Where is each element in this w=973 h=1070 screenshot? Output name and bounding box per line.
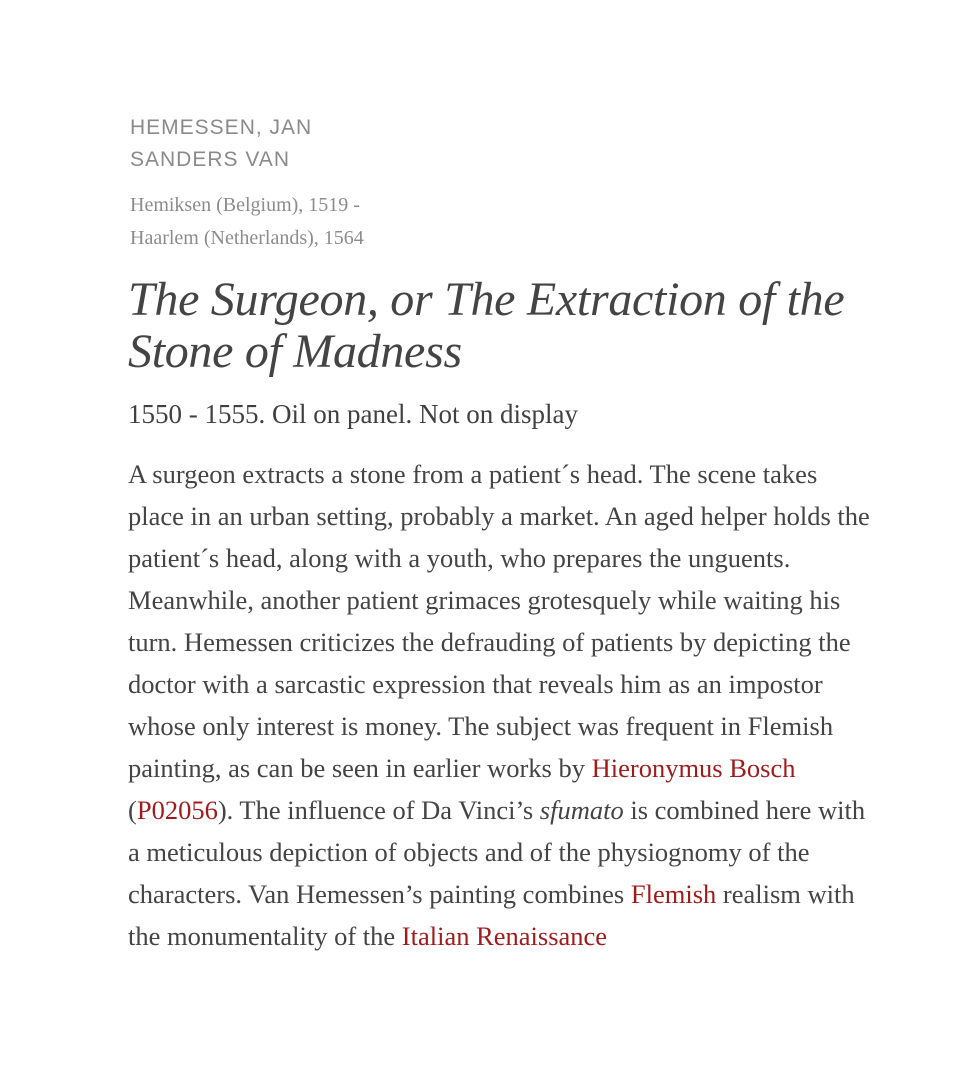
sfumato-term: sfumato [539, 795, 624, 825]
description-text: realism with the monumentality of the [128, 879, 855, 951]
author-name-link[interactable]: HEMESSEN, JAN SANDERS VAN [130, 116, 313, 171]
author-bio: Hemiksen (Belgium), 1519 - Haarlem (Netherlands), 1564 [130, 194, 364, 249]
hieronymus-bosch-link[interactable]: Hieronymus Bosch [591, 753, 796, 783]
artwork-meta: 1550 - 1555. Oil on panel. Not on display [128, 399, 578, 429]
catalog-number-link[interactable]: P02056 [136, 795, 218, 825]
description-text: ( [128, 795, 137, 825]
description-text: ). The influence of Da Vinci’s [217, 795, 540, 825]
artwork-card [128, 112, 873, 957]
description-text: A surgeon extracts a stone from a patient´s head. The scene takes place in an urban setting, probably a market. An aged helper holds the patient´s head, along with a youth, who prepares the unguents. Meanwhile, another patient grimaces grotesquely while waiting his turn. Hemessen criticizes the defrauding of patients by depicting the doctor with a sarcastic expression that reveals him as an impostor whose only interest is money. The subject was frequent in Flemish painting, as can be seen in earlier works by [128, 459, 870, 783]
description-text: is combined here with a meticulous depiction of objects and of the physiognomy of the characters. Van Hemessen’s painting combines [128, 795, 866, 909]
italian-renaissance-link[interactable]: Italian Renaissance [401, 921, 608, 951]
flemish-link[interactable]: Flemish [630, 879, 717, 909]
artwork-title: The Surgeon, or The Extraction of the Stone of Madness [128, 273, 845, 378]
artwork-description [128, 453, 873, 957]
